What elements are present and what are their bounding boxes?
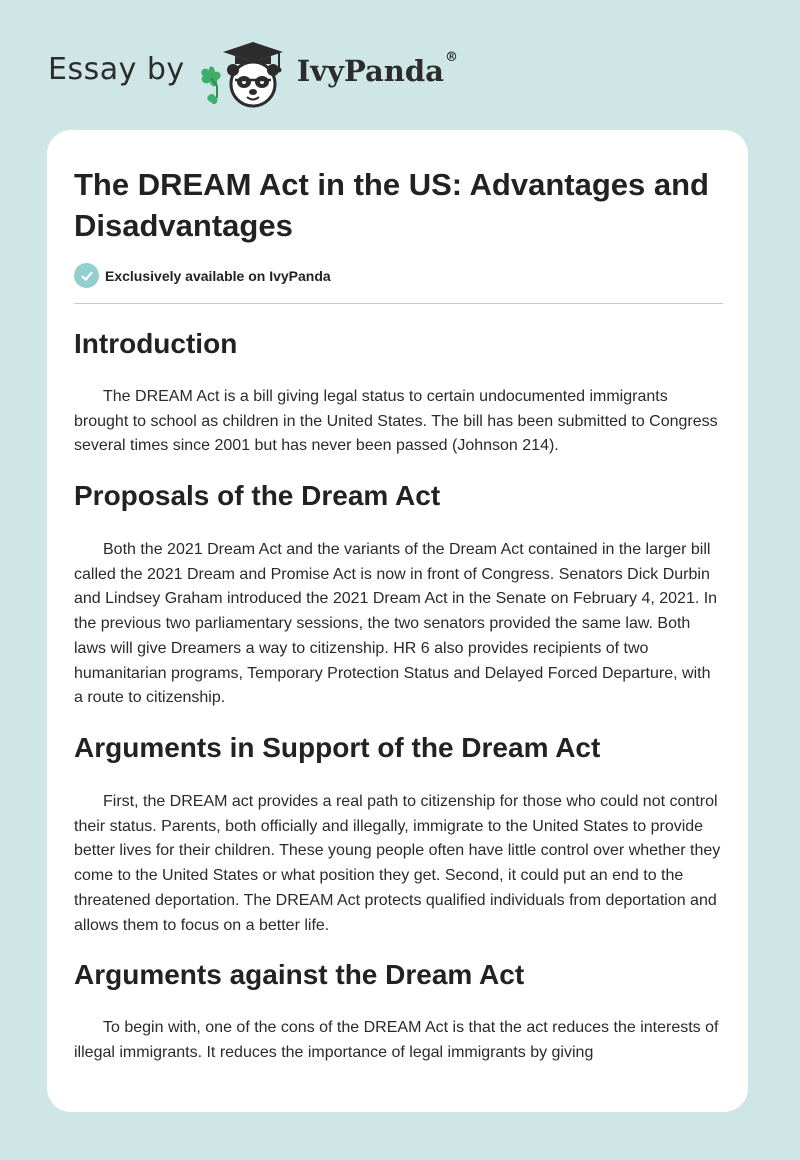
essay-card <box>47 130 748 1112</box>
check-icon <box>74 263 99 288</box>
section-heading-introduction: Introduction <box>74 328 238 359</box>
ivy-leaf-icon <box>201 66 220 104</box>
section-text-against: To begin with, one of the cons of the DREAM Act is that the act reduces the interests of illegal immigrants. It reduces the importance of legal immigrants by giving <box>74 1019 719 1061</box>
section-text-proposals: Both the 2021 Dream Act and the variants of the Dream Act contained in the larger bill called the 2021 Dream and Promise Act is now in front of Congress. Senators Dick Durbin and Lindsey Graham introduced the 2021 Dream Act in the Senate on February 4, 2021. In the previous two parliamentary sessions, the two senators provided the same law. Both laws will give Dreamers a way to citizenship. HR 6 also provides recipients of two humanitarian programs, Temporary Protection Status and Delayed Forced Departure, with a route to citizenship. <box>74 541 718 707</box>
exclusive-badge <box>74 263 331 288</box>
essay-title: The DREAM Act in the US: Advantages and Disadvantages <box>74 167 709 243</box>
brand-name <box>296 50 458 88</box>
section-heading-support: Arguments in Support of the Dream Act <box>74 732 601 763</box>
brand-header[interactable] <box>48 34 458 110</box>
title-divider <box>74 303 723 304</box>
brand-prefix: Essay by <box>48 51 185 87</box>
section-text-introduction: The DREAM Act is a bill giving legal status to certain undocumented immigrants brought to school as children in the United States. The bill has been submitted to Congress several times since 2001 but has never been passed (Johnson 214). <box>74 388 718 455</box>
section-text-support: First, the DREAM act provides a real path to citizenship for those who could not control their status. Parents, both officially and illegally, immigrate to the United States to provide better lives for their children. These young people often have little control over whether they come to the United States or what position they get. Second, it could put an end to the threatened deportation. The DREAM Act protects qualified individuals from deportation and allows them to focus on a better life. <box>74 793 721 934</box>
exclusive-badge-label: Exclusively available on IvyPanda <box>105 267 331 284</box>
panda-logo-icon <box>195 34 291 110</box>
section-heading-against: Arguments against the Dream Act <box>74 959 525 990</box>
brand-name-text: IvyPanda <box>296 54 444 88</box>
registered-mark: ® <box>444 50 458 65</box>
section-heading-proposals: Proposals of the Dream Act <box>74 480 441 511</box>
